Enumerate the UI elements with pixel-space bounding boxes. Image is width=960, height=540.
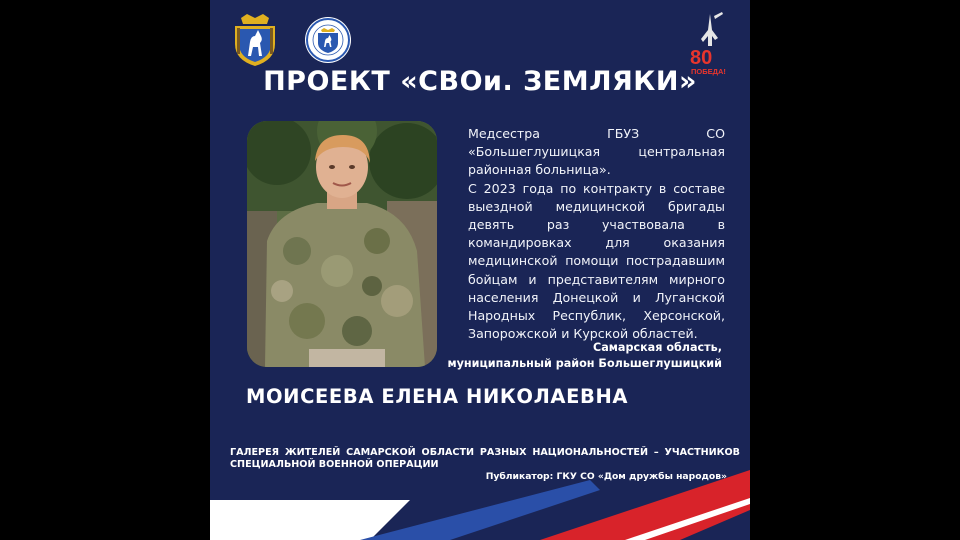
poster	[210, 0, 750, 540]
round-seal-icon	[304, 16, 352, 64]
biography-text	[468, 125, 725, 343]
bio-paragraph-1: Медсестра ГБУЗ СО «Большеглушицкая центральная районная больница».	[468, 126, 725, 178]
svg-text:ПОБЕДА!: ПОБЕДА!	[691, 67, 726, 76]
portrait-image	[247, 121, 437, 367]
gallery-caption: ГАЛЕРЕЯ ЖИТЕЛЕЙ САМАРСКОЙ ОБЛАСТИ РАЗНЫХ НАЦИОНАЛЬНОСТЕЙ – УЧАСТНИКОВ СПЕЦИАЛЬНОЙ ВОЕННОЙ ОПЕРАЦИИ	[230, 447, 740, 470]
location-block	[447, 340, 722, 372]
coat-of-arms-icon	[233, 14, 277, 66]
location-region: Самарская область,	[593, 341, 722, 354]
publisher-caption: Публикатор: ГКУ СО «Дом дружбы народов»	[485, 471, 727, 482]
svg-text:80: 80	[690, 47, 713, 69]
location-district: муниципальный район Большеглушицкий	[447, 357, 722, 370]
portrait-photo	[247, 121, 437, 367]
person-name: МОИСЕЕВА ЕЛЕНА НИКОЛАЕВНА	[246, 385, 629, 408]
page-title: ПРОЕКТ «СВОи. ЗЕМЛЯКИ»	[263, 66, 697, 97]
bio-paragraph-2: С 2023 года по контракту в составе выездной медицинской бригады девять раз участвовала в командировках для оказания медицинской помощи пострадавшим бойцам и представителям мирного населения Донецкой и Луганской Народных Республик, Херсонской, Запорожской и Курской областей.	[468, 180, 725, 342]
